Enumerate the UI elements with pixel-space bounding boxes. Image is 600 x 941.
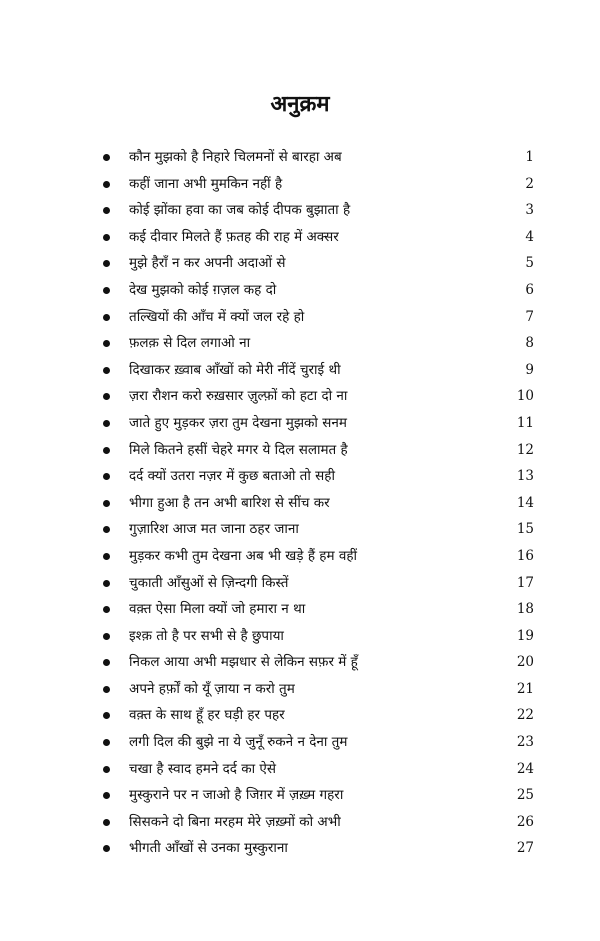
toc-entry-title: लगी दिल की बुझे ना ये जुनूँ रुकने न देना तुम [129,734,348,751]
bullet-icon [103,234,110,241]
toc-entry [0,490,600,517]
bullet-icon [103,314,110,321]
toc-entry-title: दर्द क्यों उतरा नज़र में कुछ बताओ तो सही [129,468,335,485]
bullet-icon [103,473,110,480]
toc-entry-page-number: 4 [525,228,534,245]
table-of-contents [0,144,600,862]
toc-entry-title: अपने हर्फ़ों को यूँ ज़ाया न करो तुम [129,680,295,697]
toc-entry [0,197,600,224]
toc-entry-page-number: 18 [516,601,534,618]
toc-entry-page-number: 26 [516,813,534,830]
toc-entry [0,809,600,836]
page-title: अनुक्रम [270,92,330,117]
toc-entry-page-number: 24 [516,760,534,777]
bullet-icon [103,393,110,400]
bullet-icon [103,340,110,347]
toc-entry-title: मुझे हैराँ न कर अपनी अदाओं से [129,255,286,272]
bullet-icon [103,553,110,560]
toc-entry-title: सिसकने दो बिना मरहम मेरे ज़ख़्मों को अभी [129,813,341,830]
toc-entry [0,304,600,331]
bullet-icon [103,367,110,374]
bullet-icon [103,633,110,640]
bullet-icon [103,606,110,613]
toc-entry [0,330,600,357]
toc-entry-title: फ़लक़ से दिल लगाओ ना [129,335,251,352]
bullet-icon [103,181,110,188]
toc-entry-title: कोई झोंका हवा का जब कोई दीपक बुझाता है [129,202,351,219]
toc-entry-page-number: 2 [525,175,534,192]
bullet-icon [103,447,110,454]
toc-entry [0,463,600,490]
toc-entry-page-number: 10 [516,388,534,405]
toc-entry-title: भीगा हुआ है तन अभी बारिश से सींच कर [129,494,330,511]
toc-entry [0,224,600,251]
toc-entry [0,835,600,862]
toc-entry-page-number: 20 [516,654,534,671]
toc-entry [0,516,600,543]
bullet-icon [103,739,110,746]
toc-entry-page-number: 25 [516,787,534,804]
bullet-icon [103,260,110,267]
toc-entry [0,729,600,756]
toc-entry-page-number: 13 [516,468,534,485]
toc-entry-page-number: 27 [516,840,534,857]
toc-entry [0,144,600,171]
toc-entry-title: कौन मुझको है निहारे चिलमनों से बारहा अब [129,149,342,165]
toc-entry-page-number: 7 [525,308,534,325]
toc-entry-title: ज़रा रौशन करो रुख़सार ज़ुल्फ़ों को हटा दो ना [129,388,348,405]
toc-entry [0,756,600,783]
toc-entry-title: जाते हुए मुड़कर ज़रा तुम देखना मुझको सनम [129,414,347,431]
toc-entry-page-number: 12 [516,441,534,458]
toc-entry-title: इश्क़ तो है पर सभी से है छुपाया [129,627,284,644]
bullet-icon [103,526,110,533]
toc-entry-title: कई दीवार मिलते हैं फ़तह की राह में अक्सर [129,228,339,245]
toc-entry-page-number: 6 [525,281,534,298]
toc-entry [0,250,600,277]
toc-entry [0,596,600,623]
bullet-icon [103,207,110,214]
bullet-icon [103,845,110,852]
bullet-icon [103,766,110,773]
toc-entry [0,277,600,304]
toc-entry-title: चखा है स्वाद हमने दर्द का ऐसे [129,760,276,777]
bullet-icon [103,580,110,587]
toc-entry-page-number: 11 [516,414,534,431]
toc-entry-title: दिखाकर ख़्वाब आँखों को मेरी नींदें चुराई थी [129,361,341,378]
toc-entry [0,570,600,597]
toc-entry [0,702,600,729]
toc-entry-page-number: 23 [516,734,534,751]
toc-entry-title: वक़्त ऐसा मिला क्यों जो हमारा न था [129,601,306,618]
toc-entry-page-number: 16 [516,547,534,564]
toc-entry-title: भीगती आँखों से उनका मुस्कुराना [129,840,288,857]
toc-entry-page-number: 22 [516,707,534,724]
toc-entry [0,383,600,410]
bullet-icon [103,686,110,693]
toc-entry-page-number: 1 [525,149,534,165]
toc-entry [0,543,600,570]
toc-entry [0,410,600,437]
toc-entry-title: देख मुझको कोई ग़ज़ल कह दो [129,281,277,298]
toc-entry-page-number: 3 [525,202,534,219]
toc-entry-title: वक़्त के साथ हूँ हर घड़ी हर पहर [129,707,285,724]
toc-entry-page-number: 17 [516,574,534,591]
toc-entry-title: मुड़कर कभी तुम देखना अब भी खड़े हैं हम वहीं [129,547,357,564]
toc-entry-title: चुकाती आँसुओं से ज़िन्दगी किस्तें [129,574,289,591]
toc-entry [0,357,600,384]
toc-entry-page-number: 5 [525,255,534,272]
toc-entry-title: मिले कितने हसीं चेहरे मगर ये दिल सलामत है [129,441,348,458]
toc-entry-page-number: 8 [525,335,534,352]
toc-entry-page-number: 19 [516,627,534,644]
toc-entry-title: गुज़ारिश आज मत जाना ठहर जाना [129,521,299,538]
bullet-icon [103,712,110,719]
bullet-icon [103,792,110,799]
bullet-icon [103,154,110,161]
toc-entry [0,782,600,809]
bullet-icon [103,659,110,666]
toc-entry-title: तल्खियों की आँच में क्यों जल रहे हो [129,308,305,325]
toc-entry-title: मुस्कुराने पर न जाओ है जिग़र में ज़ख़्म गहरा [129,787,344,804]
toc-entry [0,676,600,703]
bullet-icon [103,287,110,294]
bullet-icon [103,420,110,427]
toc-entry-page-number: 15 [516,521,534,538]
bullet-icon [103,819,110,826]
toc-entry [0,437,600,464]
toc-entry-page-number: 14 [516,494,534,511]
toc-entry [0,649,600,676]
toc-entry-title: कहीं जाना अभी मुमकिन नहीं है [129,175,283,192]
toc-entry [0,171,600,198]
toc-entry-page-number: 9 [525,361,534,378]
toc-entry [0,623,600,650]
toc-entry-page-number: 21 [516,680,534,697]
toc-entry-title: निकल आया अभी मझधार से लेकिन सफ़र में हूँ [129,654,358,671]
bullet-icon [103,500,110,507]
